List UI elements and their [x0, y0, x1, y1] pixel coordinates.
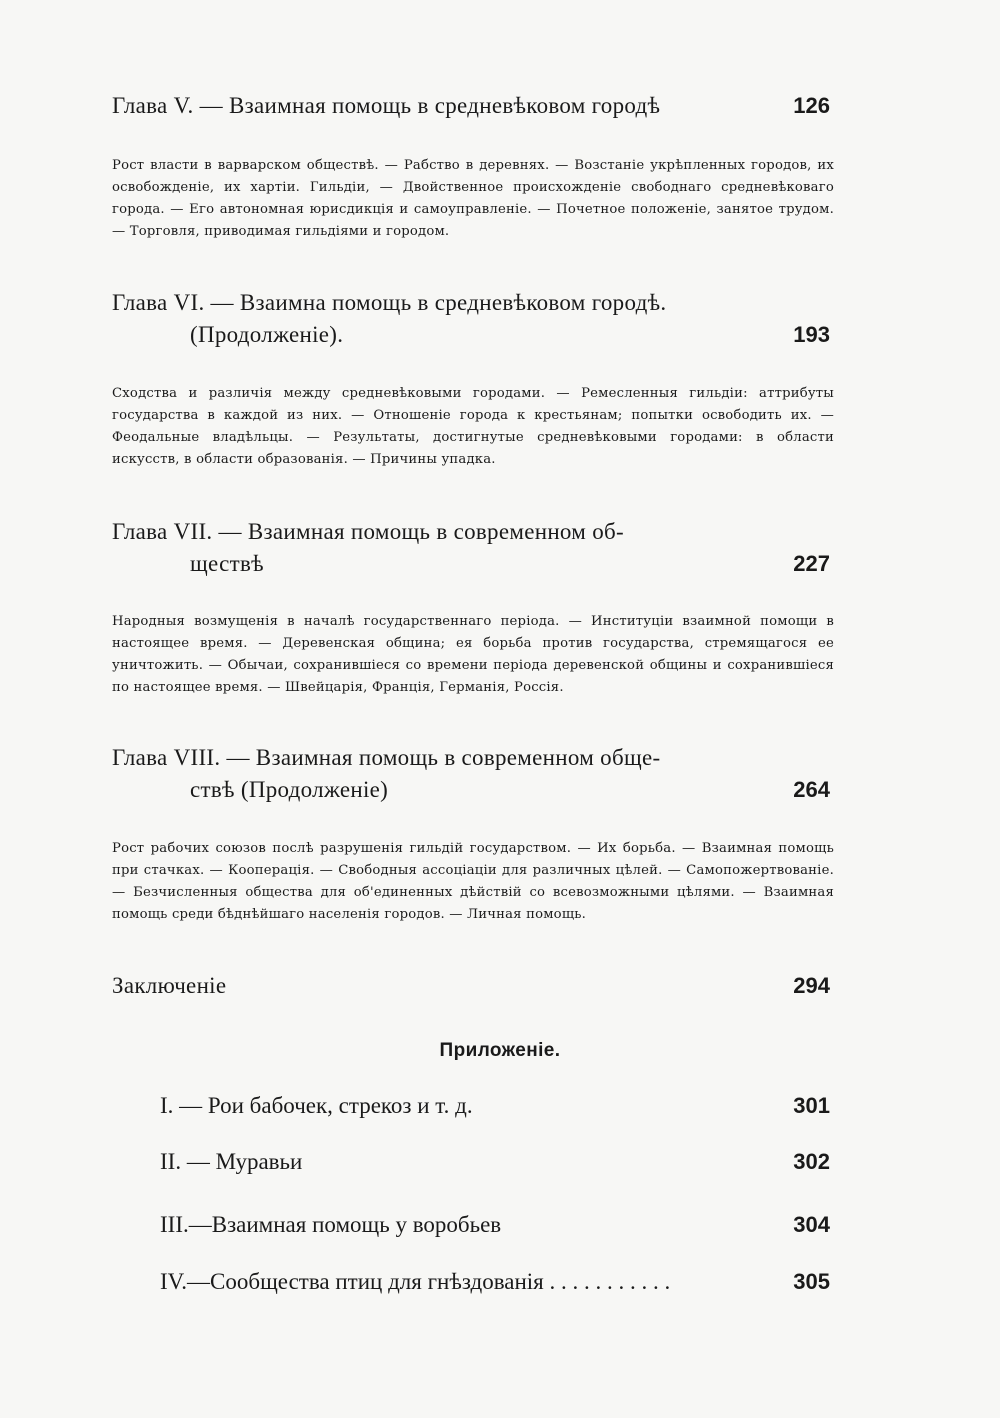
appendix-item-label: II. — Муравьи [160, 1149, 303, 1174]
chapter-title-line: Глава V. — Взаимная помощь в средневѣковом городѣ [112, 93, 661, 118]
chapter-5-title [112, 90, 762, 122]
chapter-6-page: 193 [793, 322, 830, 347]
appendix-item-page: 301 [793, 1093, 830, 1118]
appendix-heading: Приложеніе. [439, 1040, 561, 1061]
appendix-item [160, 1266, 830, 1298]
appendix-item-label: I. — Рои бабочек, стрекоз и т. д. [160, 1093, 473, 1118]
appendix-item [160, 1090, 830, 1122]
chapter-title-line: Глава VII. — Взаимная помощь в современном об- [112, 519, 624, 544]
appendix-item [160, 1209, 830, 1241]
chapter-5-page: 126 [793, 93, 830, 118]
chapter-8-page: 264 [793, 777, 830, 802]
chapter-5-summary: Рост власти в варварском обществѣ. — Рабство в деревнях. — Возстаніе укрѣпленных городов, их освобожденіе, их хартіи. Гильдіи, — Двойственное происхожденіе свободнаго средневѣковаго города. — Его автономная юрисдикція и самоуправленіе. — Почетное положеніе, занятое трудом. — Торговля, приводимая гильдіями и городом. [112, 158, 834, 239]
appendix-item-page: 305 [793, 1269, 830, 1294]
chapter-7-page: 227 [793, 551, 830, 576]
chapter-7-title [112, 516, 762, 580]
appendix-item-page: 302 [793, 1149, 830, 1174]
chapter-6-summary: Сходства и различія между средневѣковыми городами. — Ремесленныя гильдіи: аттрибуты государства в каждой из них. — Отношеніе города к крестьянам; попытки освободить их. — Феодальные владѣльцы. — Результаты, достигнутые средневѣковыми городами: в области искусств, в области образованія. — Причины упадка. [112, 386, 834, 467]
chapter-title-line: Глава VIII. — Взаимная помощь в современном обще- [112, 745, 661, 770]
chapter-title-line-2: ществѣ [190, 551, 264, 576]
conclusion-page: 294 [793, 973, 830, 998]
chapter-6-title [112, 287, 762, 351]
appendix-item-page: 304 [793, 1212, 830, 1237]
chapter-title-line: Глава VI. — Взаимна помощь в средневѣковом городѣ. [112, 290, 667, 315]
chapter-title-line-2: (Продолженіе). [190, 322, 344, 347]
chapter-7-summary: Народныя возмущенія в началѣ государственнаго періода. — Институціи взаимной помощи в настоящее время. — Деревенская община; ея борьба против государства, стремящагося ее уничтожить. — Обычаи, сохранившіеся со времени періода деревенской общины и сохранившіеся по настоящее время. — Швейцарія, Франція, Германія, Россія. [112, 614, 834, 695]
appendix-item [160, 1146, 830, 1178]
conclusion-title: Заключеніе [112, 973, 227, 998]
appendix-item-label: III.—Взаимная помощь у воробьев [160, 1212, 502, 1237]
chapter-8-summary: Рост рабочих союзов послѣ разрушенія гильдій государством. — Их борьба. — Взаимная помощь при стачках. — Кооперація. — Свободныя ассоціаціи для различных цѣлей. — Самопожертвованіе. — Безчисленныя общества для об'единенных дѣйствій со всевозможными цѣлями. — Взаимная помощь среди бѣднѣйшаго населенія городов. — Личная помощь. [112, 841, 834, 922]
appendix-item-label: IV.—Сообщества птиц для гнѣздованія . . . . . . . . . . . [160, 1269, 671, 1294]
chapter-8-title [112, 742, 762, 806]
chapter-title-line-2: ствѣ (Продолженіе) [190, 777, 389, 802]
